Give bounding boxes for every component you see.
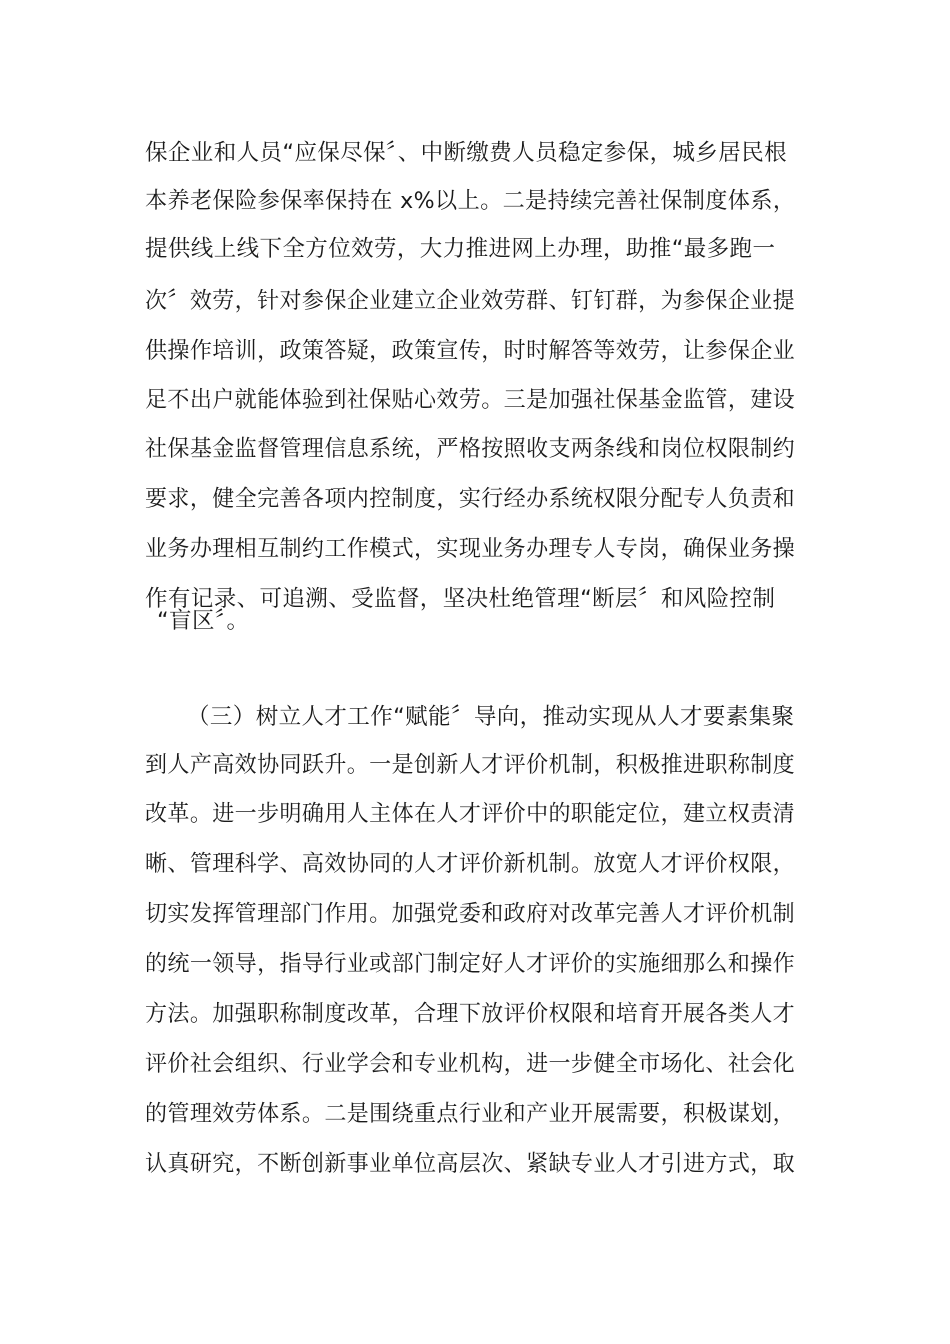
text-line: 评价社会组织、行业学会和专业机构，进一步健全市场化、社会化 <box>145 1051 796 1077</box>
text-line: 要求，健全完善各项内控制度，实行经办系统权限分配专人负责和 <box>145 486 796 512</box>
text-line: 业务办理相互制约工作模式，实现业务办理专人专岗，确保业务操 <box>145 536 796 562</box>
text-line: 本养老保险参保率保持在 x%以上。二是持续完善社保制度体系， <box>145 188 796 214</box>
text-line: 的管理效劳体系。二是围绕重点行业和产业开展需要，积极谋划， <box>145 1101 796 1127</box>
text-line: “盲区〞。 <box>157 608 250 634</box>
text-line: 的统一领导，指导行业或部门制定好人才评价的实施细那么和操作 <box>145 951 796 977</box>
text-line: 晰、管理科学、高效协同的人才评价新机制。放宽人才评价权限， <box>145 851 796 877</box>
text-line: 切实发挥管理部门作用。加强党委和政府对改革完善人才评价机制 <box>145 901 796 927</box>
text-line: 次〞效劳，针对参保企业建立企业效劳群、钉钉群，为参保企业提 <box>145 288 796 314</box>
text-line: 社保基金监督管理信息系统，严格按照收支两条线和岗位权限制约 <box>145 436 796 462</box>
text-line: 保企业和人员“应保尽保〞、中断缴费人员稳定参保，城乡居民根 <box>145 140 788 166</box>
text-line: 方法。加强职称制度改革，合理下放评价权限和培育开展各类人才 <box>145 1001 796 1027</box>
text-line: （三）树立人才工作“赋能〞导向，推动实现从人才要素集聚 <box>187 704 795 730</box>
text-line: 到人产高效协同跃升。一是创新人才评价机制，积极推进职称制度 <box>145 752 796 778</box>
text-line: 作有记录、可追溯、受监督，坚决杜绝管理“断层〞和风险控制 <box>145 586 776 612</box>
text-line: 改革。进一步明确用人主体在人才评价中的职能定位，建立权责清 <box>145 801 796 827</box>
text-line: 供操作培训，政策答疑，政策宣传，时时解答等效劳，让参保企业 <box>145 338 796 364</box>
text-line: 认真研究，不断创新事业单位高层次、紧缺专业人才引进方式，取 <box>145 1151 796 1177</box>
text-line: 提供线上线下全方位效劳，大力推进网上办理，助推“最多跑一 <box>145 236 776 262</box>
text-line: 足不出户就能体验到社保贴心效劳。三是加强社保基金监管，建设 <box>145 387 796 413</box>
